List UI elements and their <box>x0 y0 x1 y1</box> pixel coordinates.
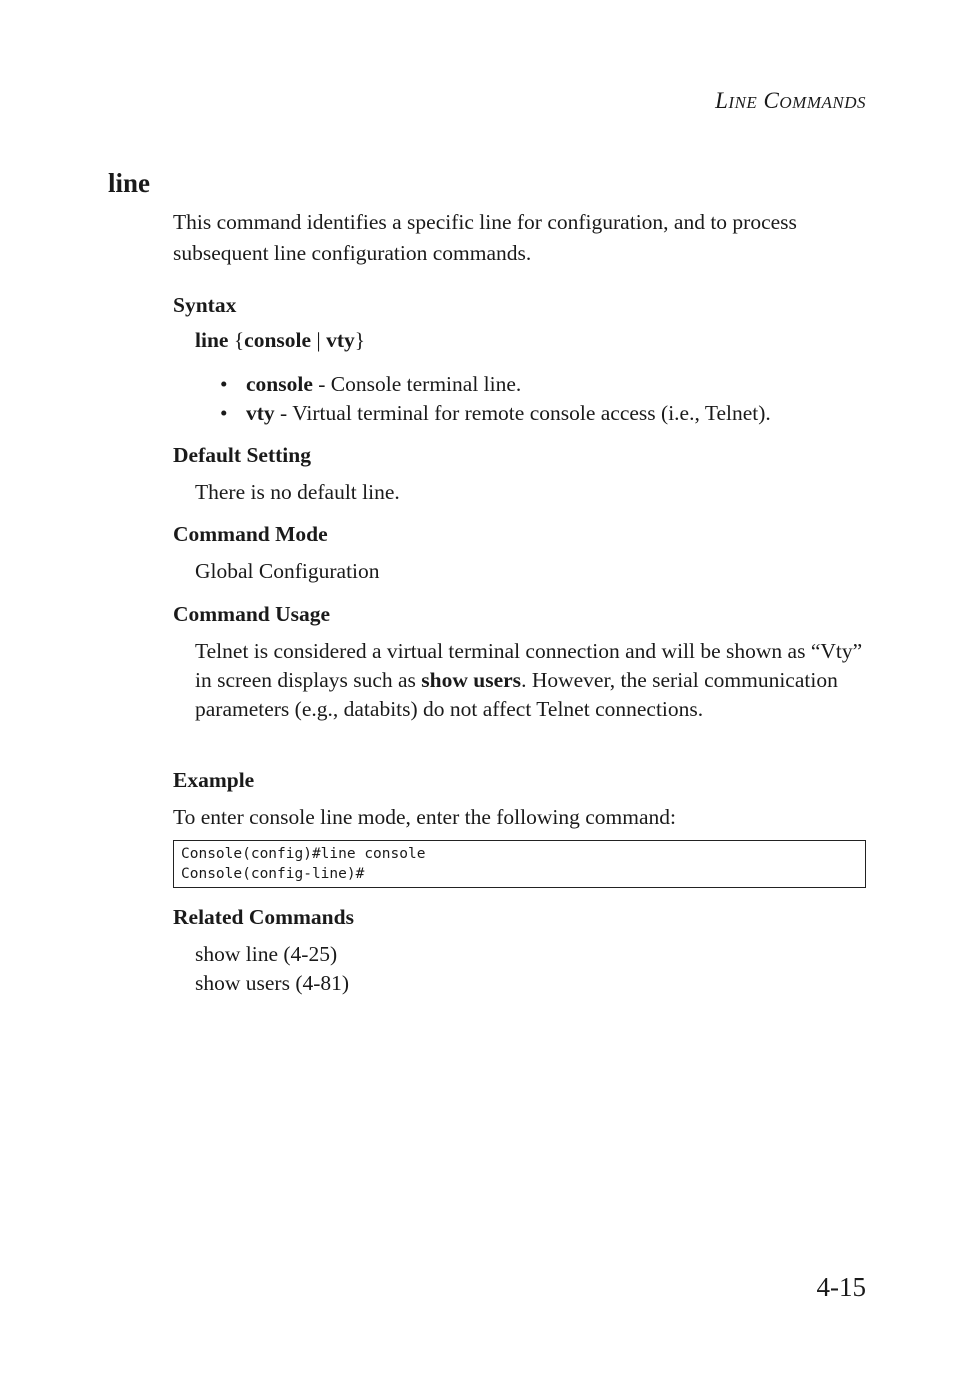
usage-text-after: . However, the serial communication parameters (e.g., databits) do not affect Telnet connections. <box>195 668 838 721</box>
syntax-bullets <box>220 370 771 427</box>
syntax-separator: | <box>316 328 321 352</box>
command-mode-text: Global Configuration <box>195 559 380 583</box>
page-title: line <box>108 168 151 198</box>
list-item <box>220 370 771 399</box>
syntax-heading: Syntax <box>173 293 237 317</box>
default-setting-heading: Default Setting <box>173 443 311 467</box>
code-line: Console(config)#line console <box>181 846 426 862</box>
syntax-arg-console: console <box>244 328 312 352</box>
bullet-desc: - Console terminal line. <box>312 372 522 396</box>
header-initial-1: L <box>715 88 729 113</box>
list-item <box>220 399 771 428</box>
usage-bold-command: show users <box>421 668 522 692</box>
header-rest-2: OMMANDS <box>779 93 866 112</box>
syntax-keyword: line <box>195 328 229 352</box>
command-usage-heading: Command Usage <box>173 602 331 626</box>
related-commands-list <box>195 940 349 998</box>
list-item: show users (4-81) <box>195 971 350 995</box>
header-rest-1: INE <box>728 93 758 112</box>
usage-text-before: Telnet is considered a virtual terminal connection and will be shown as “Vty” in screen displays such as <box>195 639 863 692</box>
syntax-arg-vty: vty <box>326 328 355 352</box>
intro-paragraph: This command identifies a specific line for configuration, and to process subsequent line configuration commands. <box>173 210 797 265</box>
related-commands-heading: Related Commands <box>173 905 354 929</box>
syntax-command <box>195 328 365 353</box>
example-heading: Example <box>173 768 255 792</box>
bullet-term: console <box>246 372 313 396</box>
page-number: 4-15 <box>816 1272 866 1302</box>
command-mode-heading: Command Mode <box>173 522 328 546</box>
running-header <box>715 88 866 114</box>
bullet-term: vty <box>246 400 275 425</box>
code-line: Console(config-line)# <box>181 865 365 882</box>
bullet-desc: - Virtual terminal for remote console access (i.e., Telnet). <box>274 400 771 425</box>
example-text: To enter console line mode, enter the following command: <box>173 805 677 829</box>
code-example-box <box>173 840 866 888</box>
default-setting-text: There is no default line. <box>195 480 400 504</box>
syntax-close-brace: } <box>354 328 366 352</box>
header-initial-2: C <box>763 88 780 113</box>
syntax-open-brace: { <box>233 328 245 352</box>
list-item: show line (4-25) <box>195 942 338 966</box>
command-usage-text <box>195 637 865 724</box>
